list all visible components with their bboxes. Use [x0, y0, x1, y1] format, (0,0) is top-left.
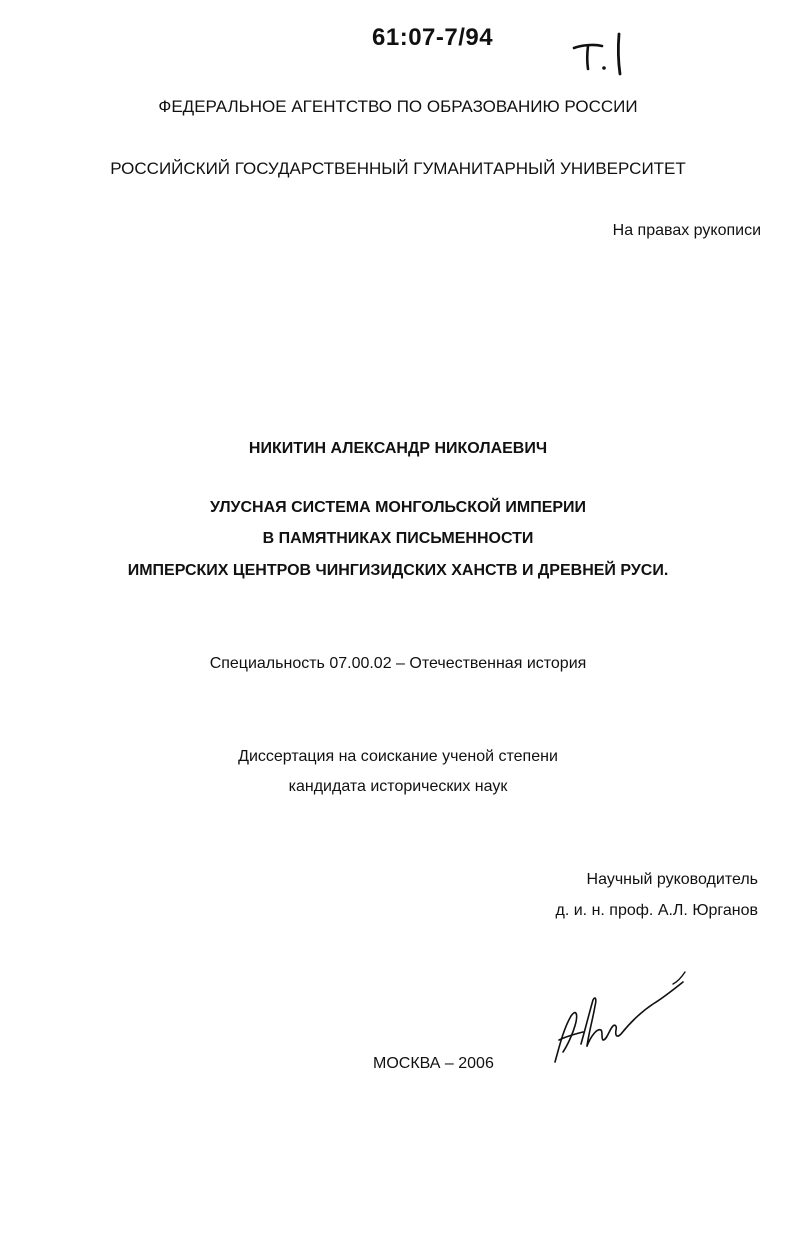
city-year: МОСКВА – 2006 [373, 1055, 494, 1072]
dissertation-title-line: В ПАМЯТНИКАХ ПИСЬМЕННОСТИ [262, 530, 534, 547]
author-name: НИКИТИН АЛЕКСАНДР НИКОЛАЕВИЧ [248, 440, 548, 457]
supervisor-label: Научный руководитель [586, 871, 758, 888]
signature [545, 960, 695, 1075]
supervisor-name: д. и. н. проф. А.Л. Юрганов [555, 902, 758, 919]
catalog-code: 61:07-7/94 [372, 24, 494, 51]
university-name: РОССИЙСКИЙ ГОСУДАРСТВЕННЫЙ ГУМАНИТАРНЫЙ УНИВЕРСИТЕТ [110, 159, 686, 178]
agency-name: ФЕДЕРАЛЬНОЕ АГЕНТСТВО ПО ОБРАЗОВАНИЮ РОССИИ [158, 97, 638, 116]
degree-line: Диссертация на соискание ученой степени [238, 748, 558, 765]
handwritten-mark [568, 28, 648, 78]
dissertation-title-line: ИМПЕРСКИХ ЦЕНТРОВ ЧИНГИЗИДСКИХ ХАНСТВ И ДРЕВНЕЙ РУСИ. [127, 562, 669, 579]
specialty: Специальность 07.00.02 – Отечественная история [209, 655, 587, 672]
rights-note: На правах рукописи [612, 222, 761, 239]
dissertation-title-line: УЛУСНАЯ СИСТЕМА МОНГОЛЬСКОЙ ИМПЕРИИ [209, 499, 587, 516]
degree-line: кандидата исторических наук [288, 778, 508, 795]
